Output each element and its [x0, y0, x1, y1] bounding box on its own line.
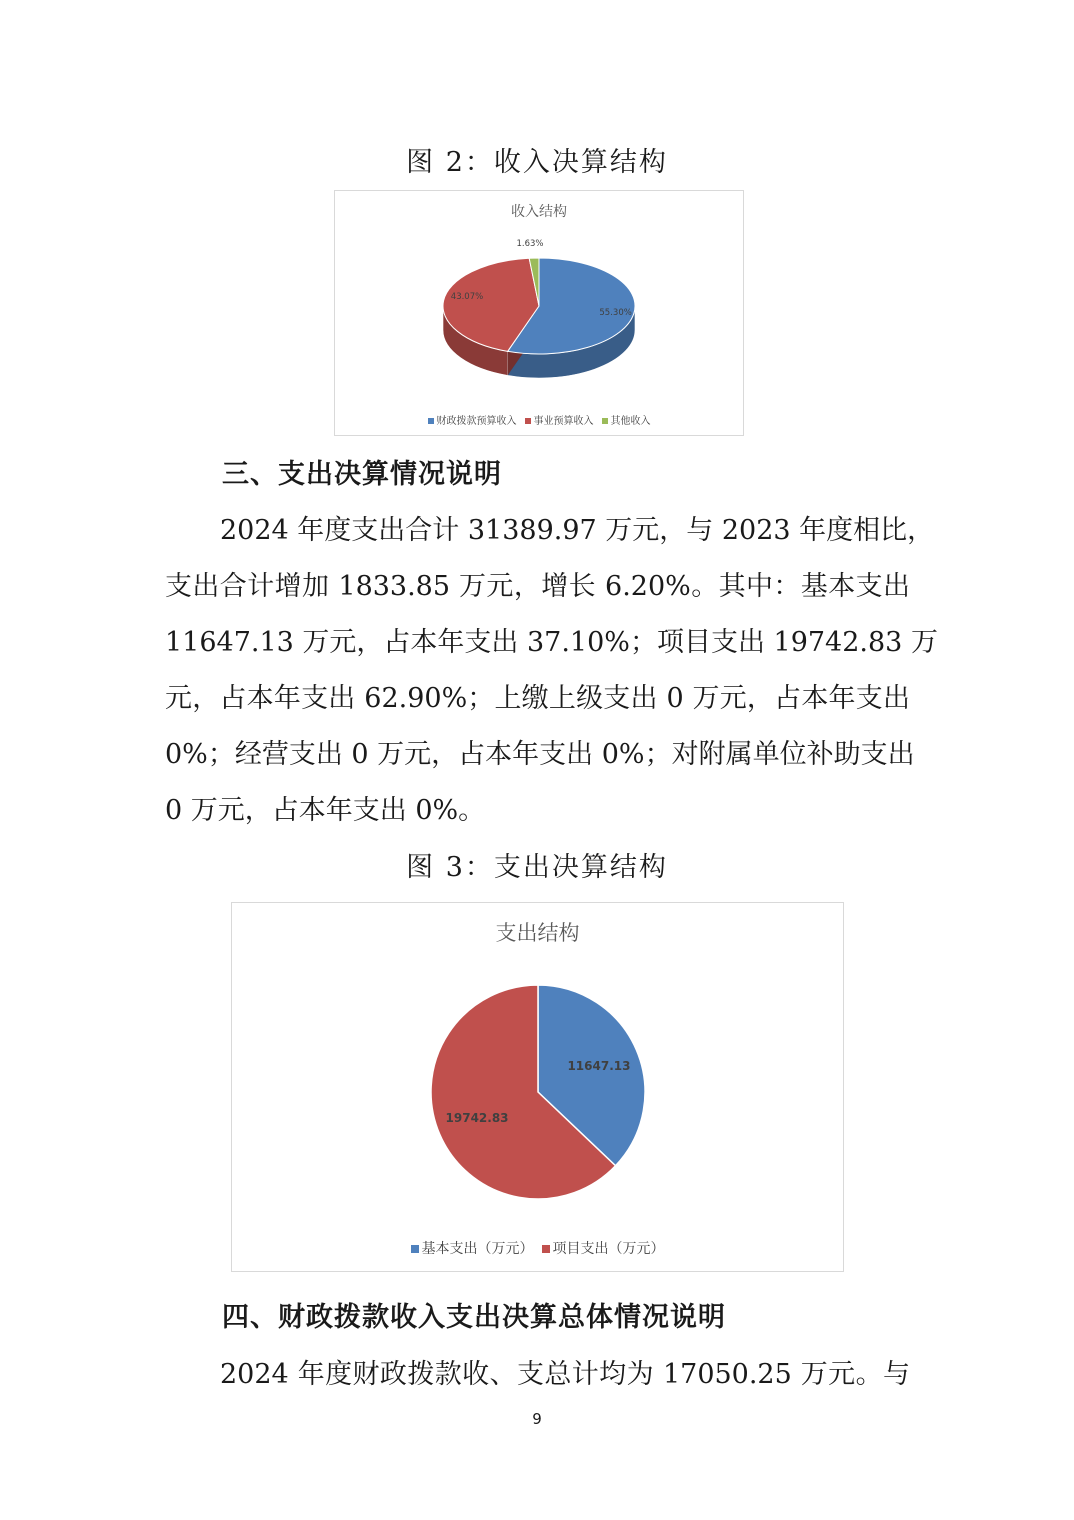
- income-pie-3d: [335, 191, 743, 435]
- chart-legend: [232, 1238, 843, 1258]
- legend-swatch: [542, 1245, 550, 1253]
- legend-label: 基本支出（万元）: [421, 1241, 534, 1257]
- legend-swatch: [525, 418, 531, 424]
- income-structure-chart: [334, 190, 744, 436]
- legend-label: 财政拨款预算收入: [436, 416, 517, 427]
- chart-title: 收入结构: [511, 204, 567, 220]
- legend-label: 其他收入: [610, 416, 651, 427]
- legend-item: [411, 1238, 534, 1258]
- legend-item: [602, 412, 651, 427]
- legend-item: [525, 412, 594, 427]
- paragraph-line: 支出合计增加 1833.85 万元，增长 6.20%。其中：基本支出: [165, 571, 910, 602]
- data-label: 1.63%: [516, 239, 544, 249]
- paragraph-line: 2024 年度财政拨款收、支总计均为 17050.25 万元。与: [220, 1359, 910, 1390]
- expenditure-pie: [232, 903, 843, 1271]
- chart-title: 支出结构: [495, 921, 580, 945]
- paragraph-line: 2024 年度支出合计 31389.97 万元，与 2023 年度相比，: [220, 515, 935, 546]
- page-number: 9: [532, 1410, 542, 1428]
- legend-label: 项目支出（万元）: [552, 1241, 665, 1257]
- data-label: 19742.83: [445, 1111, 509, 1126]
- section-heading-expenditure: 三、支出决算情况说明: [222, 459, 502, 490]
- section-heading-fiscal: 四、财政拨款收入支出决算总体情况说明: [222, 1302, 726, 1333]
- paragraph-line: 元，占本年支出 62.90%；上缴上级支出 0 万元，占本年支出: [165, 683, 910, 714]
- expenditure-structure-chart: [231, 902, 844, 1272]
- legend-swatch: [428, 418, 434, 424]
- legend-item: [542, 1238, 665, 1258]
- figure-3-caption: 图 3：支出决算结构: [406, 852, 668, 883]
- paragraph-line: 11647.13 万元，占本年支出 37.10%；项目支出 19742.83 万: [165, 627, 938, 658]
- figure-2-caption: 图 2：收入决算结构: [406, 147, 668, 178]
- data-label: 43.07%: [450, 292, 484, 302]
- paragraph-line: 0%；经营支出 0 万元，占本年支出 0%；对附属单位补助支出: [165, 739, 915, 770]
- data-label: 11647.13: [567, 1058, 631, 1073]
- paragraph-line: 0 万元，占本年支出 0%。: [165, 795, 486, 826]
- chart-legend: [335, 412, 743, 427]
- legend-swatch: [602, 418, 608, 424]
- legend-item: [428, 412, 517, 427]
- legend-label: 事业预算收入: [533, 416, 594, 427]
- data-label: 55.30%: [599, 308, 632, 319]
- legend-swatch: [411, 1245, 419, 1253]
